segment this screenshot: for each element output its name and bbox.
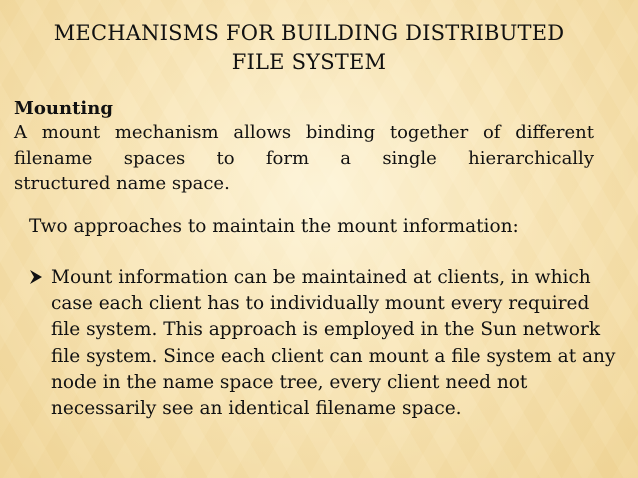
approaches-intro: Two approaches to maintain the mount information: (29, 216, 519, 237)
slide-title (20, 19, 598, 77)
arrow-bullet-icon (29, 269, 43, 285)
mount-description-line-2: filename spaces to form a single hierarchically (14, 147, 594, 169)
mount-description-line-1: A mount mechanism allows binding together of different (14, 122, 594, 143)
section-heading: Mounting (14, 98, 113, 119)
mount-description-line-3: structured name space. (14, 173, 230, 194)
mount-description (14, 120, 594, 197)
slide-title-line-2: FILE SYSTEM (231, 50, 387, 74)
slide-title-line-1: MECHANISMS FOR BUILDING DISTRIBUTED (53, 21, 565, 45)
bullet-text: Mount information can be maintained at clients, in which case each client has to individually mount every required file system. This approach is employed in the Sun network file system. Since each client can mount a file system at any node in the name space tree, every client need not necessarily see an identical filename space. (51, 267, 616, 420)
